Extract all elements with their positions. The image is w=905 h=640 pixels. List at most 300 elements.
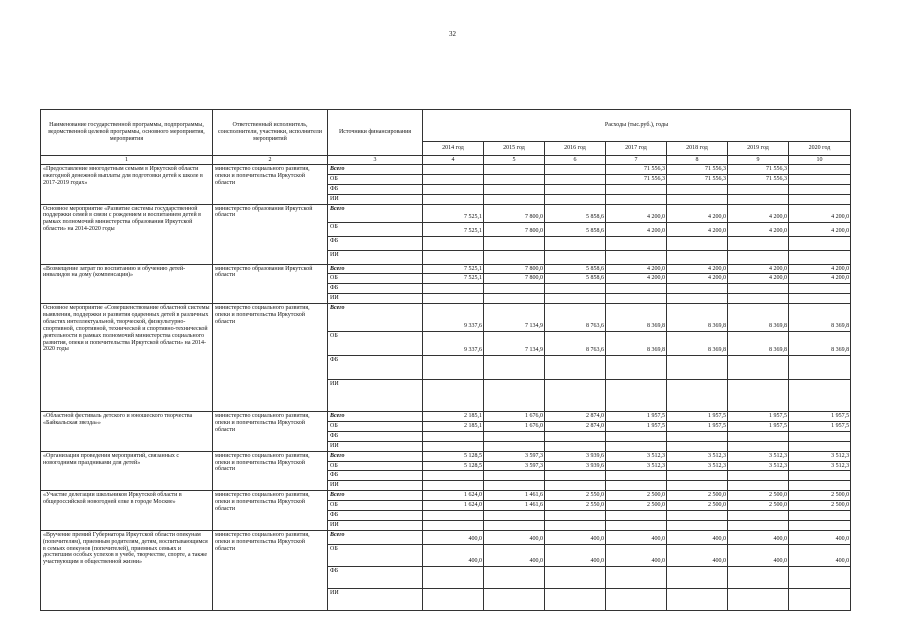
expense-value: 1 676,0 bbox=[484, 422, 545, 432]
expense-value: 7 800,0 bbox=[484, 264, 545, 274]
expense-value bbox=[667, 380, 728, 412]
expense-value bbox=[545, 511, 606, 521]
expense-value bbox=[484, 380, 545, 412]
expense-value: 400,0 bbox=[606, 530, 667, 544]
expense-value: 3 512,3 bbox=[728, 461, 789, 471]
funding-source: ФБ bbox=[328, 236, 423, 250]
funding-source: Всего bbox=[328, 204, 423, 222]
expense-value: 5 858,6 bbox=[545, 204, 606, 222]
expense-value bbox=[484, 194, 545, 204]
expense-value bbox=[545, 471, 606, 481]
column-number: 7 bbox=[606, 156, 667, 165]
expense-value bbox=[423, 481, 484, 491]
header-year: 2019 год bbox=[728, 142, 789, 156]
expense-value: 4 200,0 bbox=[667, 264, 728, 274]
expense-value: 8 369,8 bbox=[789, 332, 851, 356]
expense-value bbox=[545, 284, 606, 294]
funding-source: ОБ bbox=[328, 461, 423, 471]
expense-value: 1 957,5 bbox=[606, 412, 667, 422]
funding-source: ИИ bbox=[328, 294, 423, 304]
expense-value bbox=[484, 236, 545, 250]
expense-value: 400,0 bbox=[789, 544, 851, 566]
expense-value: 9 337,6 bbox=[423, 332, 484, 356]
expense-value bbox=[484, 431, 545, 441]
expense-value bbox=[606, 294, 667, 304]
expense-value: 1 957,5 bbox=[728, 422, 789, 432]
expense-value: 4 200,0 bbox=[728, 264, 789, 274]
expense-value bbox=[545, 520, 606, 530]
expense-value: 2 500,0 bbox=[789, 491, 851, 501]
funding-source: ИИ bbox=[328, 481, 423, 491]
expense-value bbox=[484, 356, 545, 380]
funding-source: ФБ bbox=[328, 511, 423, 521]
expense-value bbox=[606, 236, 667, 250]
expense-value: 1 957,5 bbox=[667, 422, 728, 432]
column-number: 3 bbox=[328, 156, 423, 165]
expense-value bbox=[423, 184, 484, 194]
expense-value bbox=[545, 250, 606, 264]
header-sources: Источники финансирования bbox=[328, 110, 423, 156]
expense-value: 8 763,6 bbox=[545, 304, 606, 332]
expense-value bbox=[484, 471, 545, 481]
expense-value bbox=[667, 194, 728, 204]
expense-value bbox=[423, 294, 484, 304]
funding-source: ОБ bbox=[328, 174, 423, 184]
page-number: 32 bbox=[449, 30, 456, 38]
expense-value bbox=[667, 236, 728, 250]
measure-name: Основное мероприятие «Развитие системы государственной поддержки семей в связи с рождением и воспитанием детей в рамках полномочий министерства образования Иркутской области» на 2014-2020 годы bbox=[41, 204, 213, 264]
expense-value: 1 461,6 bbox=[484, 501, 545, 511]
expense-value: 1 461,6 bbox=[484, 491, 545, 501]
measure-name: Основное мероприятие «Совершенствование областной системы выявления, поддержки и развития одаренных детей в различных областях интеллектуальной, творческой, физкультурно-спортивной, спортивной, технической и спортивно-технической деятельности в рамках полномочий министерства социального развития, опеки и попечительства Иркутской области» на 2014-2020 годы bbox=[41, 304, 213, 412]
expense-value: 1 957,5 bbox=[789, 422, 851, 432]
expense-value: 400,0 bbox=[484, 530, 545, 544]
expense-value bbox=[545, 566, 606, 588]
expense-value bbox=[545, 165, 606, 175]
funding-source: ФБ bbox=[328, 566, 423, 588]
expense-value: 8 369,8 bbox=[606, 332, 667, 356]
expense-value bbox=[667, 511, 728, 521]
expense-value bbox=[423, 566, 484, 588]
expense-value bbox=[484, 481, 545, 491]
expense-value: 4 200,0 bbox=[789, 222, 851, 236]
expense-value: 4 200,0 bbox=[606, 274, 667, 284]
funding-source: ОБ bbox=[328, 222, 423, 236]
column-number: 2 bbox=[213, 156, 328, 165]
expense-value bbox=[423, 471, 484, 481]
measure-name: «Предоставление многодетным семьям в Иркутской области ежегодной денежной выплаты для подготовки детей к школе в 2017-2019 годах» bbox=[41, 165, 213, 205]
measure-name: «Участие делегации школьников Иркутской области в общероссийской новогодней елке в городе Москве» bbox=[41, 491, 213, 531]
expense-value bbox=[545, 431, 606, 441]
funding-source: ФБ bbox=[328, 184, 423, 194]
expense-value: 400,0 bbox=[545, 544, 606, 566]
funding-source: ФБ bbox=[328, 471, 423, 481]
expense-value bbox=[789, 431, 851, 441]
expense-value bbox=[606, 184, 667, 194]
expense-value: 1 624,0 bbox=[423, 501, 484, 511]
funding-source: ФБ bbox=[328, 284, 423, 294]
expense-value bbox=[423, 165, 484, 175]
expense-value: 2 500,0 bbox=[789, 501, 851, 511]
expense-value: 2 185,1 bbox=[423, 422, 484, 432]
table-row bbox=[41, 165, 851, 175]
expense-value bbox=[789, 184, 851, 194]
header-year: 2015 год bbox=[484, 142, 545, 156]
expense-value: 8 369,8 bbox=[789, 304, 851, 332]
expense-value: 400,0 bbox=[423, 544, 484, 566]
expense-value bbox=[728, 566, 789, 588]
column-number: 10 bbox=[789, 156, 851, 165]
expense-value: 8 369,8 bbox=[728, 332, 789, 356]
expense-value: 400,0 bbox=[728, 544, 789, 566]
expense-value bbox=[545, 194, 606, 204]
expense-value: 5 858,6 bbox=[545, 264, 606, 274]
column-number: 6 bbox=[545, 156, 606, 165]
expense-value bbox=[606, 284, 667, 294]
measure-name: «Областной фестиваль детского и юношеского творчества «Байкальская звезда»» bbox=[41, 412, 213, 452]
expense-value: 2 500,0 bbox=[728, 491, 789, 501]
funding-source: Всего bbox=[328, 165, 423, 175]
expense-value bbox=[606, 356, 667, 380]
table-row bbox=[41, 264, 851, 274]
expense-value bbox=[545, 441, 606, 451]
expense-value: 3 939,6 bbox=[545, 451, 606, 461]
table-row bbox=[41, 530, 851, 544]
expense-value: 3 512,3 bbox=[606, 461, 667, 471]
expense-value: 71 556,3 bbox=[606, 174, 667, 184]
expense-value bbox=[789, 236, 851, 250]
expense-value: 400,0 bbox=[484, 544, 545, 566]
responsible-executor: министерство социального развития, опеки и попечительства Иркутской области bbox=[213, 491, 328, 531]
header-year: 2018 год bbox=[667, 142, 728, 156]
responsible-executor: министерство социального развития, опеки и попечительства Иркутской области bbox=[213, 412, 328, 452]
expense-value bbox=[423, 250, 484, 264]
expense-value bbox=[789, 356, 851, 380]
expense-value bbox=[545, 294, 606, 304]
expense-value bbox=[423, 441, 484, 451]
expense-value: 2 500,0 bbox=[606, 501, 667, 511]
expense-value: 2 500,0 bbox=[667, 491, 728, 501]
expense-value bbox=[789, 520, 851, 530]
expense-value: 4 200,0 bbox=[667, 204, 728, 222]
expense-value bbox=[728, 184, 789, 194]
expense-value bbox=[484, 588, 545, 610]
funding-source: ИИ bbox=[328, 520, 423, 530]
expense-value: 400,0 bbox=[606, 544, 667, 566]
expense-value bbox=[789, 284, 851, 294]
expense-value bbox=[545, 380, 606, 412]
expense-value bbox=[667, 250, 728, 264]
expense-value bbox=[606, 588, 667, 610]
expense-value bbox=[789, 441, 851, 451]
expense-value bbox=[728, 380, 789, 412]
table-row bbox=[41, 304, 851, 332]
expense-value bbox=[484, 511, 545, 521]
expense-value: 4 200,0 bbox=[728, 274, 789, 284]
measure-name: «Вручение премий Губернатора Иркутской области опекунам (попечителям), приемным родителям, детям, воспитывающимся в семьях опекунов (попечителей), приемных семьях и достигшим особых успехов в учебе, творчестве, спорте, а также участвующим в общественной жизни» bbox=[41, 530, 213, 610]
expense-value bbox=[545, 481, 606, 491]
expense-value bbox=[728, 520, 789, 530]
expense-value bbox=[423, 174, 484, 184]
funding-source: ОБ bbox=[328, 501, 423, 511]
expense-value bbox=[789, 471, 851, 481]
expense-value: 71 556,3 bbox=[728, 174, 789, 184]
expense-value: 7 525,1 bbox=[423, 204, 484, 222]
funding-source: Всего bbox=[328, 412, 423, 422]
expense-value bbox=[423, 431, 484, 441]
expense-value bbox=[606, 471, 667, 481]
funding-source: ИИ bbox=[328, 441, 423, 451]
expense-value bbox=[728, 194, 789, 204]
header-responsible: Ответственный исполнитель, соисполнители, участники, исполнители мероприятий bbox=[213, 110, 328, 156]
table-row bbox=[41, 204, 851, 222]
expense-value bbox=[728, 284, 789, 294]
expense-value bbox=[728, 431, 789, 441]
expense-value bbox=[423, 588, 484, 610]
expense-value: 7 800,0 bbox=[484, 222, 545, 236]
column-number: 9 bbox=[728, 156, 789, 165]
expense-value bbox=[667, 520, 728, 530]
expense-value: 1 957,5 bbox=[606, 422, 667, 432]
expense-value: 8 763,6 bbox=[545, 332, 606, 356]
expense-value bbox=[728, 294, 789, 304]
expense-value bbox=[606, 441, 667, 451]
expense-value: 4 200,0 bbox=[606, 264, 667, 274]
funding-source: Всего bbox=[328, 491, 423, 501]
expense-value bbox=[484, 441, 545, 451]
measure-name: «Организация проведения мероприятий, связанных с новогодними праздниками для детей» bbox=[41, 451, 213, 491]
expense-value bbox=[545, 174, 606, 184]
column-number: 5 bbox=[484, 156, 545, 165]
funding-source: ОБ bbox=[328, 274, 423, 284]
expense-value: 400,0 bbox=[789, 530, 851, 544]
responsible-executor: министерство социального развития, опеки и попечительства Иркутской области bbox=[213, 530, 328, 610]
expense-value bbox=[606, 481, 667, 491]
measure-name: «Возмещение затрат по воспитанию и обучению детей-инвалидов на дому (компенсация)» bbox=[41, 264, 213, 304]
funding-source: ФБ bbox=[328, 356, 423, 380]
expense-value bbox=[667, 588, 728, 610]
expense-value bbox=[606, 194, 667, 204]
expense-value bbox=[423, 356, 484, 380]
expense-value: 2 185,1 bbox=[423, 412, 484, 422]
expense-value bbox=[545, 236, 606, 250]
funding-source: ИИ bbox=[328, 588, 423, 610]
expense-value: 7 800,0 bbox=[484, 204, 545, 222]
expense-value: 7 134,9 bbox=[484, 304, 545, 332]
expense-value bbox=[545, 184, 606, 194]
expense-value: 3 512,3 bbox=[789, 451, 851, 461]
header-name: Наименование государственной программы, подпрограммы, ведомственной целевой программы, основного мероприятия, мероприятия bbox=[41, 110, 213, 156]
expense-value bbox=[423, 194, 484, 204]
funding-source: ИИ bbox=[328, 250, 423, 264]
expense-value: 5 128,5 bbox=[423, 451, 484, 461]
expense-value bbox=[789, 588, 851, 610]
expense-value bbox=[728, 471, 789, 481]
expense-value bbox=[423, 511, 484, 521]
header-year: 2020 год bbox=[789, 142, 851, 156]
expense-value bbox=[667, 284, 728, 294]
responsible-executor: министерство социального развития, опеки и попечительства Иркутской области bbox=[213, 165, 328, 205]
expense-value bbox=[728, 236, 789, 250]
header-expenses: Расходы (тыс.руб.), годы bbox=[423, 110, 851, 142]
expense-value: 400,0 bbox=[545, 530, 606, 544]
expense-value: 71 556,3 bbox=[606, 165, 667, 175]
expense-value bbox=[728, 441, 789, 451]
expense-value: 3 597,3 bbox=[484, 451, 545, 461]
expense-value: 2 500,0 bbox=[667, 501, 728, 511]
funding-source: ОБ bbox=[328, 332, 423, 356]
expense-value: 1 624,0 bbox=[423, 491, 484, 501]
expense-value: 3 512,3 bbox=[728, 451, 789, 461]
expense-value bbox=[484, 284, 545, 294]
expense-value bbox=[606, 511, 667, 521]
expense-value bbox=[423, 236, 484, 250]
expense-value bbox=[789, 174, 851, 184]
expense-value bbox=[484, 250, 545, 264]
expense-value bbox=[667, 294, 728, 304]
expense-value: 1 957,5 bbox=[728, 412, 789, 422]
expense-value bbox=[484, 566, 545, 588]
expense-value: 400,0 bbox=[667, 544, 728, 566]
funding-source: Всего bbox=[328, 530, 423, 544]
expense-value bbox=[728, 250, 789, 264]
expense-value: 4 200,0 bbox=[789, 204, 851, 222]
funding-source: Всего bbox=[328, 304, 423, 332]
expense-value: 7 525,1 bbox=[423, 222, 484, 236]
expense-value: 4 200,0 bbox=[667, 222, 728, 236]
expense-value bbox=[789, 481, 851, 491]
expense-value: 71 556,3 bbox=[667, 174, 728, 184]
expense-value bbox=[606, 380, 667, 412]
funding-source: ОБ bbox=[328, 422, 423, 432]
expense-value: 4 200,0 bbox=[606, 222, 667, 236]
expense-value: 3 512,3 bbox=[789, 461, 851, 471]
expense-value bbox=[667, 184, 728, 194]
expense-value: 5 858,6 bbox=[545, 222, 606, 236]
expenses-table bbox=[40, 109, 851, 611]
expense-value: 7 134,9 bbox=[484, 332, 545, 356]
expense-value: 7 525,1 bbox=[423, 264, 484, 274]
expense-value: 3 939,6 bbox=[545, 461, 606, 471]
expense-value bbox=[728, 356, 789, 380]
expense-value bbox=[484, 184, 545, 194]
table-row bbox=[41, 412, 851, 422]
expense-value bbox=[484, 174, 545, 184]
expense-value: 1 957,5 bbox=[789, 412, 851, 422]
expense-value: 2 874,0 bbox=[545, 422, 606, 432]
expense-value: 4 200,0 bbox=[789, 274, 851, 284]
expense-value bbox=[789, 165, 851, 175]
funding-source: ИИ bbox=[328, 380, 423, 412]
header-year: 2016 год bbox=[545, 142, 606, 156]
expense-value: 3 512,3 bbox=[667, 451, 728, 461]
expense-value bbox=[484, 294, 545, 304]
expense-value: 3 512,3 bbox=[667, 461, 728, 471]
expense-value bbox=[606, 250, 667, 264]
expense-value bbox=[545, 356, 606, 380]
expense-value: 8 369,8 bbox=[606, 304, 667, 332]
expense-value bbox=[667, 431, 728, 441]
expense-value bbox=[789, 250, 851, 264]
expense-value bbox=[606, 520, 667, 530]
expense-value bbox=[728, 511, 789, 521]
expense-value: 7 525,1 bbox=[423, 274, 484, 284]
table-row bbox=[41, 451, 851, 461]
funding-source: ФБ bbox=[328, 431, 423, 441]
expense-value: 4 200,0 bbox=[606, 204, 667, 222]
expense-value bbox=[667, 441, 728, 451]
expense-value bbox=[484, 165, 545, 175]
expense-value bbox=[789, 566, 851, 588]
expense-value: 2 500,0 bbox=[606, 491, 667, 501]
expense-value bbox=[667, 356, 728, 380]
header-year: 2014 год bbox=[423, 142, 484, 156]
expense-value: 2 550,0 bbox=[545, 491, 606, 501]
expense-value bbox=[606, 431, 667, 441]
expense-value: 7 800,0 bbox=[484, 274, 545, 284]
expense-value bbox=[789, 194, 851, 204]
expense-value bbox=[484, 520, 545, 530]
expense-value: 4 200,0 bbox=[789, 264, 851, 274]
expense-value bbox=[606, 566, 667, 588]
expense-value bbox=[423, 520, 484, 530]
expense-value: 5 858,6 bbox=[545, 274, 606, 284]
expense-value: 400,0 bbox=[728, 530, 789, 544]
expense-value: 8 369,8 bbox=[667, 332, 728, 356]
expense-value bbox=[789, 380, 851, 412]
expense-value: 8 369,8 bbox=[728, 304, 789, 332]
expense-value bbox=[667, 481, 728, 491]
responsible-executor: министерство образования Иркутской области bbox=[213, 204, 328, 264]
responsible-executor: министерство социального развития, опеки и попечительства Иркутской области bbox=[213, 451, 328, 491]
expense-value: 8 369,8 bbox=[667, 304, 728, 332]
expense-value: 4 200,0 bbox=[728, 204, 789, 222]
column-number: 8 bbox=[667, 156, 728, 165]
expense-value bbox=[667, 471, 728, 481]
expense-value: 4 200,0 bbox=[728, 222, 789, 236]
funding-source: ОБ bbox=[328, 544, 423, 566]
expense-value bbox=[545, 588, 606, 610]
expense-value bbox=[789, 511, 851, 521]
expense-value: 1 957,5 bbox=[667, 412, 728, 422]
expense-value: 400,0 bbox=[423, 530, 484, 544]
header-year: 2017 год bbox=[606, 142, 667, 156]
funding-source: Всего bbox=[328, 451, 423, 461]
expense-value: 400,0 bbox=[667, 530, 728, 544]
expense-value bbox=[728, 588, 789, 610]
funding-source: Всего bbox=[328, 264, 423, 274]
expense-value: 5 128,5 bbox=[423, 461, 484, 471]
responsible-executor: министерство образования Иркутской области bbox=[213, 264, 328, 304]
expense-value: 71 556,3 bbox=[728, 165, 789, 175]
expense-value bbox=[423, 284, 484, 294]
expense-value: 2 550,0 bbox=[545, 501, 606, 511]
expense-value: 2 874,0 bbox=[545, 412, 606, 422]
expense-value: 4 200,0 bbox=[667, 274, 728, 284]
expense-value bbox=[728, 481, 789, 491]
expense-value: 2 500,0 bbox=[728, 501, 789, 511]
expense-value bbox=[789, 294, 851, 304]
expense-value bbox=[667, 566, 728, 588]
responsible-executor: министерство социального развития, опеки и попечительства Иркутской области bbox=[213, 304, 328, 412]
column-number: 1 bbox=[41, 156, 213, 165]
expense-value bbox=[423, 380, 484, 412]
expense-value: 3 597,3 bbox=[484, 461, 545, 471]
column-number: 4 bbox=[423, 156, 484, 165]
expense-value: 1 676,0 bbox=[484, 412, 545, 422]
expense-value: 9 337,6 bbox=[423, 304, 484, 332]
funding-source: ИИ bbox=[328, 194, 423, 204]
